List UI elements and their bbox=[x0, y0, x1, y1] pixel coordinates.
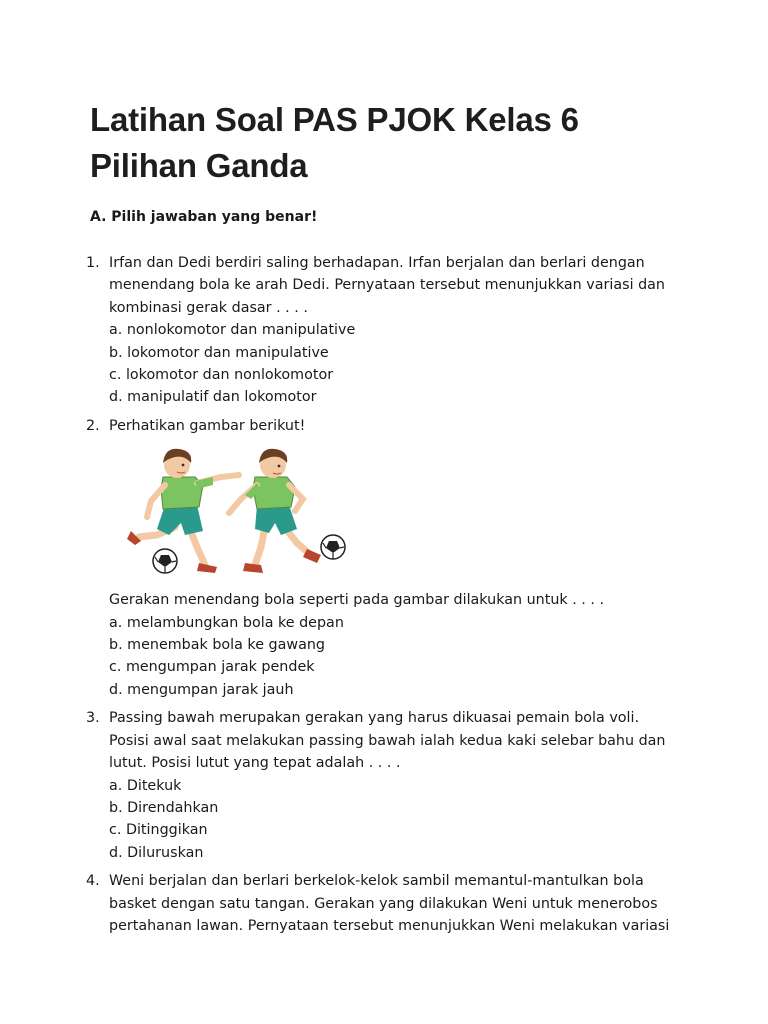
soccer-ball-icon bbox=[153, 549, 177, 573]
boy-1-figure bbox=[127, 449, 239, 573]
question-stem-line: menendang bola ke arah Dedi. Pernyataan tersebut menunjukkan variasi dan bbox=[109, 277, 665, 294]
question-4 bbox=[0, 870, 768, 937]
question-1 bbox=[0, 252, 768, 409]
question-number: 4. bbox=[86, 873, 100, 890]
question-2 bbox=[0, 415, 768, 701]
answer-option-b: b. lokomotor dan manipulative bbox=[109, 344, 329, 361]
question-stem-line: Posisi awal saat melakukan passing bawah ialah kedua kaki selebar bahu dan bbox=[109, 732, 666, 749]
answer-option-c: c. Ditinggikan bbox=[109, 822, 208, 839]
answer-option-d: d. mengumpan jarak jauh bbox=[109, 681, 294, 698]
question-number: 1. bbox=[86, 255, 100, 271]
title-line-2: Pilihan Ganda bbox=[90, 147, 308, 184]
question-stem-line: lutut. Posisi lutut yang tepat adalah . . . . bbox=[109, 755, 401, 772]
question-3 bbox=[0, 707, 768, 864]
question-stem-line: Passing bawah merupakan gerakan yang harus dikuasai pemain bola voli. bbox=[109, 710, 640, 727]
title-line-1: Latihan Soal PAS PJOK Kelas 6 bbox=[90, 101, 579, 138]
section-heading: A. Pilih jawaban yang benar! bbox=[90, 209, 318, 225]
answer-option-d: d. Diluruskan bbox=[109, 844, 204, 861]
kicking-ball-illustration bbox=[117, 443, 357, 581]
page-title bbox=[90, 97, 690, 189]
answer-option-c: c. mengumpan jarak pendek bbox=[109, 659, 315, 676]
answer-option-b: b. Direndahkan bbox=[109, 799, 219, 816]
question-stem-line: Weni berjalan dan berlari berkelok-kelok sambil memantul-mantulkan bola bbox=[109, 873, 644, 890]
answer-option-b: b. menembak bola ke gawang bbox=[109, 637, 325, 654]
answer-option-d: d. manipulatif dan lokomotor bbox=[109, 389, 317, 406]
question-list bbox=[0, 252, 768, 937]
shoe-icon bbox=[243, 563, 263, 573]
question-stem-line: Gerakan menendang bola seperti pada gambar dilakukan untuk . . . . bbox=[109, 592, 605, 609]
answer-option-c: c. lokomotor dan nonlokomotor bbox=[109, 367, 334, 384]
question-stem-line: basket dengan satu tangan. Gerakan yang dilakukan Weni untuk menerobos bbox=[109, 895, 658, 912]
answer-option-a: a. melambungkan bola ke depan bbox=[109, 614, 344, 631]
answer-option-a: a. Ditekuk bbox=[109, 777, 182, 794]
question-stem-line: kombinasi gerak dasar . . . . bbox=[109, 299, 308, 316]
question-stem-line: Irfan dan Dedi berdiri saling berhadapan. Irfan berjalan dan berlari dengan bbox=[109, 255, 645, 271]
question-number: 3. bbox=[86, 710, 100, 727]
boy-2-figure bbox=[229, 449, 321, 573]
answer-option-a: a. nonlokomotor dan manipulative bbox=[109, 322, 356, 339]
question-number: 2. bbox=[86, 417, 100, 434]
question-intro: Perhatikan gambar berikut! bbox=[109, 417, 306, 434]
question-stem-line: pertahanan lawan. Pernyataan tersebut menunjukkan Weni melakukan variasi bbox=[109, 917, 670, 934]
soccer-ball-icon bbox=[321, 535, 345, 559]
